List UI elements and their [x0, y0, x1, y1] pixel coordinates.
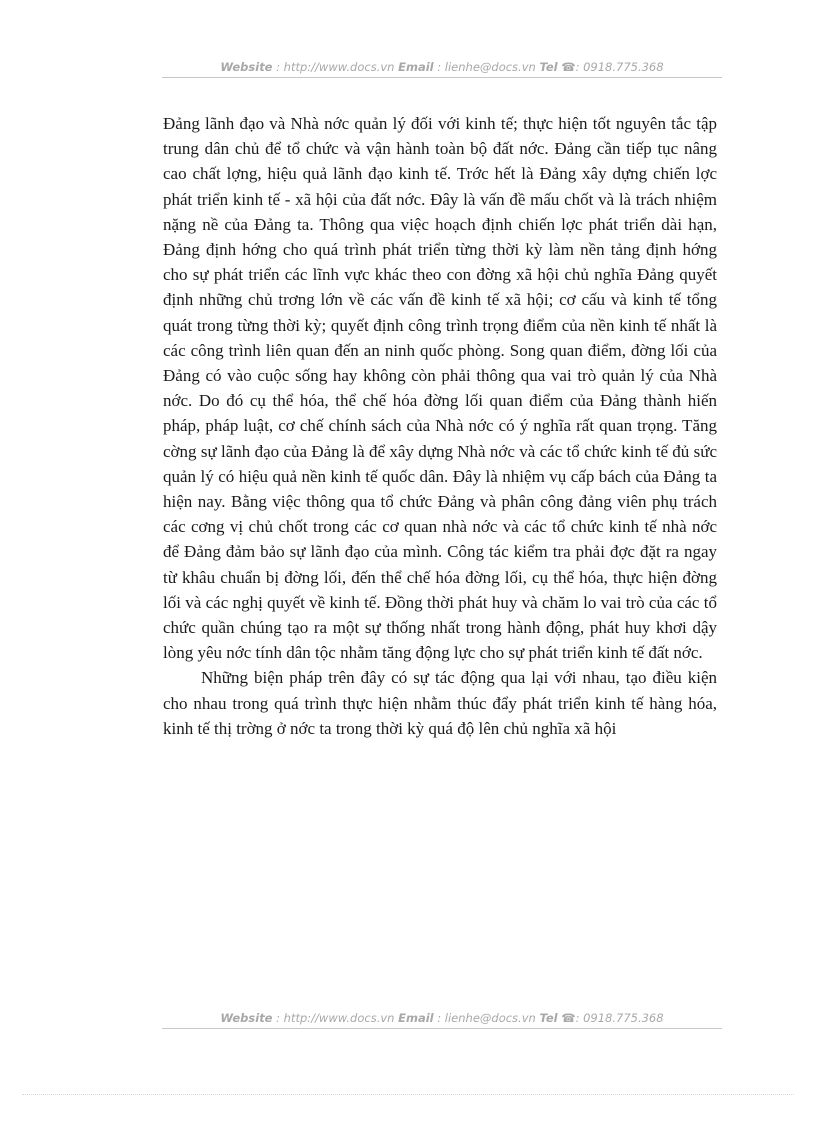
page-edge-divider — [22, 1094, 794, 1095]
tel-value: : 0918.775.368 — [575, 60, 664, 74]
website-label: Website — [220, 1011, 273, 1025]
tel-label: Tel — [539, 1011, 558, 1025]
tel-label: Tel — [539, 60, 558, 74]
website-link[interactable]: : http://www.docs.vn — [276, 1011, 395, 1025]
email-link[interactable]: : lienhe@docs.vn — [437, 60, 536, 74]
paragraph: Những biện pháp trên đây có sự tác động qua lại với nhau, tạo điều kiện cho nhau trong quá trình thực hiện nhằm thúc đẩy phát triển kinh tế hàng hóa, kinh tế thị trờng ở nớc ta trong thời kỳ quá độ lên chủ nghĩa xã hội — [163, 668, 717, 738]
email-label: Email — [398, 60, 434, 74]
page-footer — [162, 1011, 722, 1025]
header-divider — [162, 77, 722, 78]
email-label: Email — [398, 1011, 434, 1025]
page-header — [162, 60, 722, 74]
tel-value: : 0918.775.368 — [575, 1011, 664, 1025]
website-link[interactable]: : http://www.docs.vn — [276, 60, 395, 74]
document-body — [163, 111, 717, 741]
paragraph: Đảng lãnh đạo và Nhà nớc quản lý đối với kinh tế; thực hiện tốt nguyên tắc tập trung dân chủ để tổ chức và vận hành toàn bộ đất nớc. Đảng cần tiếp tục nâng cao chất lợng, hiệu quả lãnh đạo kinh tế. Trớc hết là Đảng xây dựng chiến lợc phát triển kinh tế - xã hội của đất nớc. Đây là vấn đề mấu chốt và là trách nhiệm nặng nề của Đảng ta. Thông qua việc hoạch định chiến lợc phát triển dài hạn, Đảng định hớng cho quá trình phát triển từng thời kỳ làm nền tảng định hớng cho sự phát triển các lĩnh vực khác theo con đờng xã hội chủ nghĩa Đảng quyết định những chủ trơng lớn về các vấn đề kinh tế xã hội; cơ cấu và kinh tế tổng quát trong từng thời kỳ; quyết định công trình trọng điểm của nền kinh tế nhất là các công trình liên quan đến an ninh quốc phòng. Song quan điểm, đờng lối của Đảng có vào cuộc sống hay không còn phải thông qua vai trò quản lý của Nhà nớc. Do đó cụ thể hóa, thể chế hóa đờng lối quan điểm của Đảng thành hiến pháp, pháp luật, cơ chế chính sách của Nhà nớc có ý nghĩa rất quan trọng. Tăng cờng sự lãnh đạo của Đảng là để xây dựng Nhà nớc và các tổ chức kinh tế đủ sức quản lý có hiệu quả nền kinh tế quốc dân. Đây là nhiệm vụ cấp bách của Đảng ta hiện nay. Bằng việc thông qua tổ chức Đảng và phân công đảng viên phụ trách các cơng vị chủ chốt trong các cơ quan nhà nớc và các tổ chức kinh tế nhà nớc để Đảng đảm bảo sự lãnh đạo của mình. Công tác kiểm tra phải đợc đặt ra ngay từ khâu chuẩn bị đờng lối, đến thể chế hóa đờng lối, cụ thể hóa, thực hiện đờng lối và các nghị quyết về kinh tế. Đồng thời phát huy và chăm lo vai trò của các tổ chức quần chúng tạo ra một sự thống nhất trong hành động, phát huy khơi dậy lòng yêu nớc tính dân tộc nhằm tăng động lực cho sự phát triển kinh tế đất nớc. — [163, 114, 717, 663]
phone-icon: ☎ — [561, 60, 576, 74]
footer-divider — [162, 1028, 722, 1029]
phone-icon: ☎ — [561, 1011, 576, 1025]
website-label: Website — [220, 60, 273, 74]
email-link[interactable]: : lienhe@docs.vn — [437, 1011, 536, 1025]
